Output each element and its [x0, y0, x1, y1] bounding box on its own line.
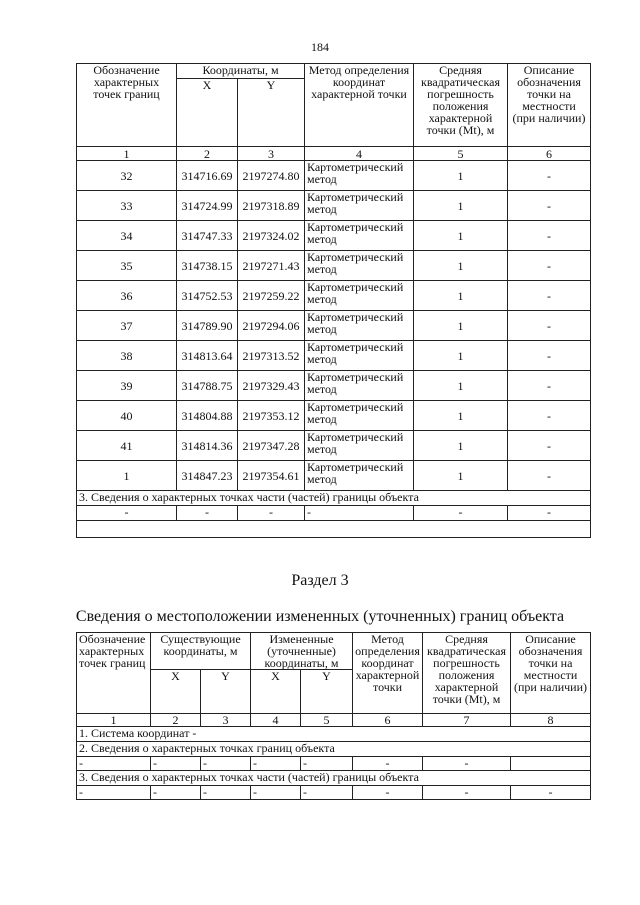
y-cell: 2197347.28 [238, 431, 305, 461]
y-cell: 2197271.43 [238, 251, 305, 281]
table-row [77, 401, 591, 431]
table-row [77, 311, 591, 341]
dash-cell: - [511, 786, 591, 800]
section-title: Раздел 3 [291, 572, 349, 589]
header-coords: Координаты, м [177, 64, 305, 79]
mt-cell: 1 [414, 221, 508, 251]
y-cell: 2197353.12 [238, 401, 305, 431]
method-cell: Картометрический метод [305, 311, 414, 341]
x-cell: 314716.69 [177, 161, 238, 191]
method-cell: Картометрический метод [305, 461, 414, 491]
col-number: 8 [511, 714, 591, 727]
col-number: 5 [414, 147, 508, 161]
y-cell: 2197294.06 [238, 311, 305, 341]
header-y: Y [201, 670, 251, 714]
header-point: Обозначение характерных точек границ [77, 633, 151, 714]
y-cell: 2197318.89 [238, 191, 305, 221]
x-cell: 314789.90 [177, 311, 238, 341]
x-cell: 314813.64 [177, 341, 238, 371]
desc-cell: - [508, 461, 591, 491]
header-existing: Существующие координаты, м [151, 633, 251, 670]
header-desc: Описание обозначения точки на местности (при наличии) [511, 633, 591, 714]
dash-cell: - [151, 757, 201, 771]
point-cell: 1 [77, 461, 177, 491]
changed-boundaries-table [76, 632, 591, 800]
table-row [77, 341, 591, 371]
method-cell: Картометрический метод [305, 431, 414, 461]
col-number: 3 [201, 714, 251, 727]
x-cell: 314788.75 [177, 371, 238, 401]
mt-cell: 1 [414, 311, 508, 341]
x-cell: 314738.15 [177, 251, 238, 281]
dash-cell: - [414, 506, 508, 521]
col-number: 6 [353, 714, 423, 727]
header-method: Метод определения координат характерной точки [353, 633, 423, 714]
y-cell: 2197324.02 [238, 221, 305, 251]
method-cell: Картометрический метод [305, 161, 414, 191]
dash-cell: - [251, 757, 301, 771]
table-row [77, 281, 591, 311]
method-cell: Картометрический метод [305, 251, 414, 281]
header-x: X [177, 79, 238, 147]
desc-cell: - [508, 221, 591, 251]
point-cell: 35 [77, 251, 177, 281]
dash-cell: - [508, 506, 591, 521]
x-cell: 314804.88 [177, 401, 238, 431]
dash-cell: - [301, 757, 353, 771]
col-number: 1 [77, 714, 151, 727]
dash-cell: - [301, 786, 353, 800]
y-cell: 2197329.43 [238, 371, 305, 401]
dash-cell: - [177, 506, 238, 521]
desc-cell: - [508, 191, 591, 221]
dash-cell: - [151, 786, 201, 800]
mt-cell: 1 [414, 461, 508, 491]
point-cell: 40 [77, 401, 177, 431]
dash-cell: - [251, 786, 301, 800]
point-cell: 39 [77, 371, 177, 401]
point-cell: 41 [77, 431, 177, 461]
header-changed: Измененные (уточненные) координаты, м [251, 633, 353, 670]
dash-cell: - [423, 757, 511, 771]
method-cell: Картометрический метод [305, 281, 414, 311]
table-row [77, 461, 591, 491]
desc-cell: - [508, 281, 591, 311]
dash-cell: - [201, 757, 251, 771]
table-row [77, 371, 591, 401]
point-cell: 32 [77, 161, 177, 191]
table-row [77, 251, 591, 281]
header-x: X [251, 670, 301, 714]
header-point: Обозначение характерных точек границ [77, 64, 177, 147]
part-boundary-row: 3. Сведения о характерных точках части (частей) границы объекта [77, 771, 591, 786]
col-number: 6 [508, 147, 591, 161]
point-cell: 36 [77, 281, 177, 311]
mt-cell: 1 [414, 371, 508, 401]
page-number: 184 [311, 40, 329, 54]
col-number: 2 [151, 714, 201, 727]
x-cell: 314847.23 [177, 461, 238, 491]
mt-cell: 1 [414, 341, 508, 371]
method-cell: Картометрический метод [305, 221, 414, 251]
point-cell: 38 [77, 341, 177, 371]
y-cell: 2197259.22 [238, 281, 305, 311]
dash-cell: - [305, 506, 414, 521]
header-method: Метод определения координат характерной точки [305, 64, 414, 147]
table-row [77, 221, 591, 251]
header-mt: Средняя квадратическая погрешность положения характерной точки (Mt), м [414, 64, 508, 147]
boundary-points-row: 2. Сведения о характерных точках границ объекта [77, 742, 591, 757]
dash-cell: - [423, 786, 511, 800]
header-y: Y [301, 670, 353, 714]
dash-cell: - [353, 786, 423, 800]
dash-cell: - [77, 786, 151, 800]
method-cell: Картометрический метод [305, 371, 414, 401]
mt-cell: 1 [414, 161, 508, 191]
x-cell: 314747.33 [177, 221, 238, 251]
dash-cell: - [238, 506, 305, 521]
header-y: Y [238, 79, 305, 147]
point-cell: 37 [77, 311, 177, 341]
dash-cell: - [201, 786, 251, 800]
desc-cell: - [508, 161, 591, 191]
method-cell: Картометрический метод [305, 341, 414, 371]
table-row [77, 431, 591, 461]
col-number: 3 [238, 147, 305, 161]
col-number: 1 [77, 147, 177, 161]
mt-cell: 1 [414, 431, 508, 461]
mt-cell: 1 [414, 191, 508, 221]
method-cell: Картометрический метод [305, 191, 414, 221]
mt-cell: 1 [414, 281, 508, 311]
x-cell: 314752.53 [177, 281, 238, 311]
table-row [77, 191, 591, 221]
mt-cell: 1 [414, 251, 508, 281]
desc-cell: - [508, 371, 591, 401]
header-mt: Средняя квадратическая погрешность положения характерной точки (Mt), м [423, 633, 511, 714]
y-cell: 2197274.80 [238, 161, 305, 191]
desc-cell: - [508, 401, 591, 431]
point-cell: 33 [77, 191, 177, 221]
point-cell: 34 [77, 221, 177, 251]
mt-cell: 1 [414, 401, 508, 431]
coord-system-row: 1. Система координат - [77, 727, 591, 742]
desc-cell: - [508, 431, 591, 461]
dash-cell: - [353, 757, 423, 771]
table-row [77, 161, 591, 191]
header-x: X [151, 670, 201, 714]
dash-cell [511, 757, 591, 771]
coordinates-table [76, 63, 591, 538]
section3-row: 3. Сведения о характерных точках части (частей) границы объекта [77, 491, 591, 506]
method-cell: Картометрический метод [305, 401, 414, 431]
desc-cell: - [508, 341, 591, 371]
dash-cell: - [77, 506, 177, 521]
header-desc: Описание обозначения точки на местности (при наличии) [508, 64, 591, 147]
empty-row [77, 521, 591, 538]
col-number: 2 [177, 147, 238, 161]
dash-cell: - [77, 757, 151, 771]
x-cell: 314814.36 [177, 431, 238, 461]
x-cell: 314724.99 [177, 191, 238, 221]
desc-cell: - [508, 251, 591, 281]
desc-cell: - [508, 311, 591, 341]
col-number: 7 [423, 714, 511, 727]
y-cell: 2197354.61 [238, 461, 305, 491]
section-subtitle: Сведения о местоположении измененных (уточненных) границ объекта [75, 608, 565, 625]
col-number: 4 [251, 714, 301, 727]
y-cell: 2197313.52 [238, 341, 305, 371]
col-number: 5 [301, 714, 353, 727]
col-number: 4 [305, 147, 414, 161]
